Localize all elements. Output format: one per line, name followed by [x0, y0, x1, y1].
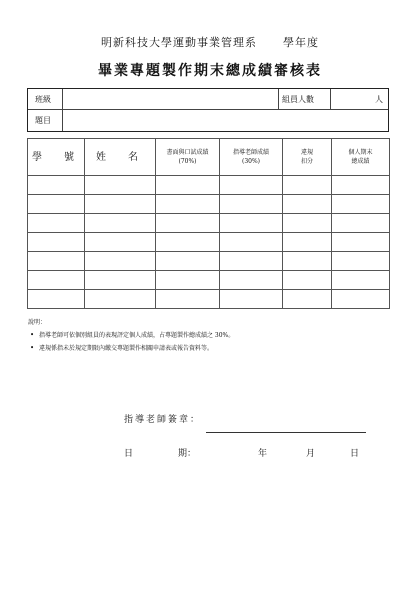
year-label: 年	[258, 449, 268, 459]
col-header-name: 姓 名	[85, 139, 156, 176]
table-row	[28, 290, 390, 309]
academic-year-label: 學年度	[283, 36, 319, 49]
col-header-final-score: 個人期末 總成績	[332, 139, 390, 176]
table-cell[interactable]	[283, 271, 332, 290]
department-name: 明新科技大學運動事業管理系	[101, 36, 257, 49]
table-header-row	[28, 139, 390, 176]
table-cell[interactable]	[28, 195, 85, 214]
class-row	[28, 89, 388, 110]
table-row	[28, 271, 390, 290]
table-cell[interactable]	[332, 271, 390, 290]
divider	[62, 89, 63, 109]
topic-row	[28, 110, 388, 131]
notes-section	[28, 316, 398, 355]
note-item: • 違規係指未於規定期限內繳交專題製作相關申請表或報告資料等。	[28, 342, 398, 355]
table-cell[interactable]	[283, 252, 332, 271]
date-label-second: 期：	[178, 449, 197, 459]
table-cell[interactable]	[85, 271, 156, 290]
table-cell[interactable]	[283, 176, 332, 195]
table-cell[interactable]	[332, 176, 390, 195]
table-cell[interactable]	[332, 214, 390, 233]
table-cell[interactable]	[156, 214, 220, 233]
topic-label: 題目	[35, 116, 51, 125]
form-title: 畢業專題製作期末總成績審核表	[98, 63, 322, 79]
table-row	[28, 176, 390, 195]
table-cell[interactable]	[85, 195, 156, 214]
table-cell[interactable]	[220, 195, 283, 214]
score-table	[27, 138, 390, 309]
date-row	[124, 446, 364, 460]
table-row	[28, 214, 390, 233]
table-cell[interactable]	[220, 290, 283, 309]
table-cell[interactable]	[283, 233, 332, 252]
table-row	[28, 252, 390, 271]
advisor-signature-label: 指導老師簽章：	[124, 415, 202, 425]
class-label: 班級	[35, 94, 51, 104]
col-header-violation-deduction: 違規 扣分	[283, 139, 332, 176]
divider	[330, 89, 331, 109]
table-cell[interactable]	[156, 176, 220, 195]
table-cell[interactable]	[220, 214, 283, 233]
day-label: 日	[350, 449, 360, 459]
signature-line	[206, 432, 366, 433]
table-cell[interactable]	[156, 252, 220, 271]
table-cell[interactable]	[332, 195, 390, 214]
persons-unit: 人	[375, 94, 383, 104]
table-cell[interactable]	[332, 233, 390, 252]
table-cell[interactable]	[28, 290, 85, 309]
table-cell[interactable]	[85, 176, 156, 195]
table-cell[interactable]	[220, 233, 283, 252]
table-cell[interactable]	[28, 271, 85, 290]
col-header-advisor-score: 指導老師成績 (30%)	[220, 139, 283, 176]
divider	[62, 110, 63, 131]
table-row	[28, 195, 390, 214]
table-cell[interactable]	[156, 271, 220, 290]
table-cell[interactable]	[85, 233, 156, 252]
table-cell[interactable]	[220, 176, 283, 195]
header-department-line	[0, 34, 420, 50]
table-cell[interactable]	[156, 195, 220, 214]
table-cell[interactable]	[220, 252, 283, 271]
table-cell[interactable]	[220, 271, 283, 290]
col-header-student-id: 學 號	[28, 139, 85, 176]
table-cell[interactable]	[332, 290, 390, 309]
notes-label: 說明：	[28, 319, 47, 326]
table-cell[interactable]	[85, 290, 156, 309]
divider	[278, 89, 279, 109]
table-cell[interactable]	[283, 214, 332, 233]
table-cell[interactable]	[283, 195, 332, 214]
table-cell[interactable]	[28, 214, 85, 233]
col-header-written-oral-score: 書面與口試成績 (70%)	[156, 139, 220, 176]
table-cell[interactable]	[283, 290, 332, 309]
table-cell[interactable]	[28, 252, 85, 271]
table-cell[interactable]	[28, 176, 85, 195]
table-cell[interactable]	[28, 233, 85, 252]
info-box	[27, 88, 389, 132]
table-cell[interactable]	[85, 252, 156, 271]
table-cell[interactable]	[156, 290, 220, 309]
table-cell[interactable]	[156, 233, 220, 252]
table-cell[interactable]	[85, 214, 156, 233]
month-label: 月	[306, 449, 316, 459]
note-item: • 指導老師可依個別組員的表現評定個人成績，占專題製作總成績之 30%。	[28, 329, 398, 342]
table-row	[28, 233, 390, 252]
date-label-first: 日	[124, 449, 134, 459]
table-cell[interactable]	[332, 252, 390, 271]
members-count-label: 組員人數	[282, 94, 314, 104]
